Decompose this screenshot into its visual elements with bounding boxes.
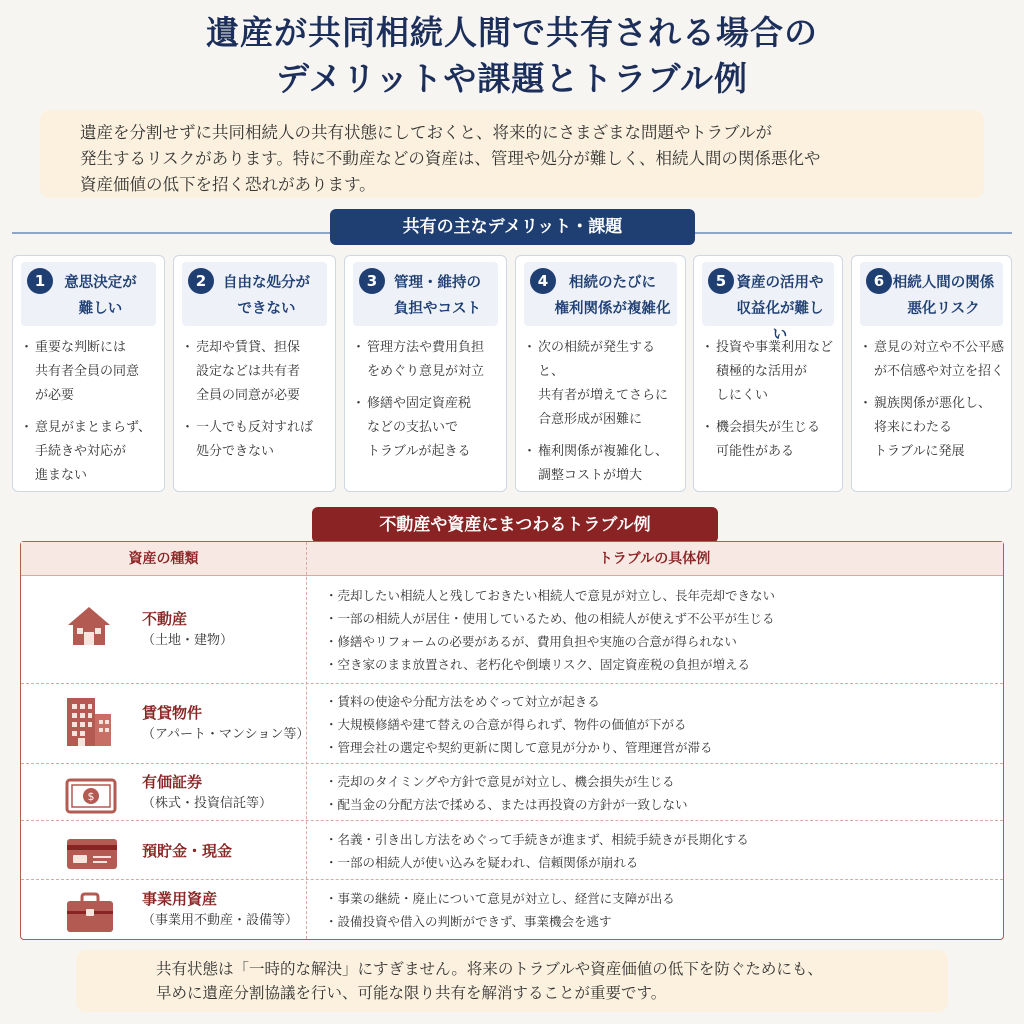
trouble-example: ・ 一部の相続人が居住・使用しているため、他の相続人が使えず不公平が生じる: [329, 607, 775, 630]
card-point: [864, 336, 1005, 384]
card-number-badge: 5: [708, 268, 734, 294]
card-body: [186, 336, 329, 472]
card-point-line: が必要: [35, 388, 75, 403]
demerit-card-5: [693, 255, 843, 492]
trouble-examples: [329, 887, 675, 933]
card-number-badge: 1: [27, 268, 53, 294]
card-title: [381, 270, 494, 322]
trouble-example: ・ 売却したい相続人と残しておきたい相続人で意見が対立し、長年売却できない: [329, 584, 775, 607]
card-point: [706, 416, 836, 464]
card-body: [864, 336, 1005, 472]
asset-subtitle: （株式・投資信託等）: [142, 795, 273, 811]
card-point-line: ・ 意見がまとまらず、: [35, 420, 151, 435]
card-point-line: 全員の同意が必要: [196, 388, 301, 403]
house-icon: [65, 604, 113, 652]
card-header: [702, 262, 834, 343]
intro-line: 発生するリスクがあります。特に不動産などの資産は、管理や処分が難しく、相続人間の関係悪化や: [80, 149, 821, 168]
asset-name: 不動産: [142, 610, 188, 628]
card-point: [357, 392, 500, 464]
card-point-line: ・ 管理方法や費用負担: [367, 340, 485, 355]
conclusion-line: 早めに遺産分割協議を行い、可能な限り共有を解消することが重要です。: [156, 984, 667, 1002]
card-point-line: トラブルが起きる: [367, 444, 471, 459]
trouble-example: ・ 大規模修繕や建て替えの合意が得られず、物件の価値が下がる: [329, 713, 713, 736]
card-header: [524, 262, 677, 326]
card-point: [25, 336, 158, 408]
demerit-card-1: [12, 255, 165, 492]
card-point: [25, 416, 158, 488]
card-point: [864, 392, 1005, 464]
card-point-line: ・ 意見の対立や不公平感: [874, 340, 1005, 355]
card-body: [357, 336, 500, 472]
card-header: [860, 262, 1003, 326]
table-row: [21, 880, 1003, 939]
card-title-line: 相続人間の関係: [892, 275, 995, 291]
intro-line: 資産価値の低下を招く恐れがあります。: [80, 175, 376, 194]
card-point-line: ・ 次の相続が発生すると、: [538, 340, 656, 379]
card-point: [528, 440, 679, 488]
card-title-line: 悪化リスク: [907, 301, 980, 317]
card-point: [186, 336, 329, 408]
trouble-example: ・ 売却のタイミングや方針で意見が対立し、機会損失が生じる: [329, 770, 688, 793]
card-point-line: などの支払いで: [367, 420, 459, 435]
card-number-badge: 3: [359, 268, 385, 294]
table-row: [21, 764, 1003, 821]
card-point: [357, 336, 500, 384]
card-title-line: 自由な処分が: [223, 275, 310, 291]
card-title-line: 相続のたびに: [569, 275, 656, 291]
trouble-example: ・ 名義・引き出し方法をめぐって手続きが進まず、相続手続きが長期化する: [329, 828, 749, 851]
card-point: [528, 336, 679, 432]
conclusion-line: 共有状態は「一時的な解決」にすぎません。将来のトラブルや資産価値の低下を防ぐためにも、: [156, 960, 823, 978]
card-point-line: をめぐり意見が対立: [367, 364, 485, 379]
trouble-example: ・ 事業の継続・廃止について意見が対立し、経営に支障が出る: [329, 887, 675, 910]
card-title: [888, 270, 999, 322]
card-title-line: 資産の活用や: [736, 275, 824, 291]
card-point-line: 可能性がある: [716, 444, 795, 459]
table-row: [21, 821, 1003, 880]
card-header: [353, 262, 498, 326]
demerit-card-2: [173, 255, 336, 492]
demerit-card-3: [344, 255, 507, 492]
card-number-badge: 6: [866, 268, 892, 294]
card-point-line: 手続きや対応が: [35, 444, 127, 459]
card-point-line: ・ 投資や事業利用など: [716, 340, 834, 355]
col-asset-header: 資産の種類: [128, 551, 199, 567]
asset-name: 預貯金・現金: [142, 841, 233, 860]
card-header: [21, 262, 156, 326]
card-title-line: 管理・維持の: [394, 275, 481, 291]
card-point-line: ・ 権利関係が複雑化し、: [538, 444, 669, 459]
card-title-line: できない: [237, 301, 296, 317]
intro-line: 遺産を分割せずに共同相続人の共有状態にしておくと、将来的にさまざまな問題やトラブルが: [80, 123, 773, 142]
demerit-card-6: [851, 255, 1012, 492]
briefcase-icon: [65, 892, 115, 938]
conclusion-box: [76, 950, 948, 1012]
card-point-line: ・ 一人でも反対すれば: [196, 420, 314, 435]
trouble-example: ・ 空き家のまま放置され、老朽化や倒壊リスク、固定資産税の負担が増える: [329, 653, 775, 676]
trouble-examples: [329, 690, 713, 759]
card-point: [706, 336, 836, 408]
bankbook-icon: [65, 835, 119, 877]
card-body: [25, 336, 158, 496]
card-point: [186, 416, 329, 464]
page-title-line2: デメリットや課題とトラブル例: [275, 59, 749, 98]
table-row: [21, 576, 1003, 684]
card-point-line: ・ 重要な判断には: [35, 340, 127, 355]
card-point-line: 進まない: [35, 468, 88, 483]
card-point-line: 将来にわたる: [874, 420, 953, 435]
card-point-line: しにくい: [716, 388, 769, 403]
troubles-heading: 不動産や資産にまつわるトラブル例: [312, 507, 718, 543]
demerits-heading: 共有の主なデメリット・課題: [330, 209, 695, 245]
asset-subtitle: （事業用不動産・設備等）: [142, 912, 299, 928]
trouble-example: ・ 管理会社の選定や契約更新に関して意見が分かり、管理運営が滞る: [329, 736, 713, 759]
card-point-line: 処分できない: [196, 444, 275, 459]
intro-box: [40, 110, 984, 198]
card-header: [182, 262, 327, 326]
card-point-line: トラブルに発展: [874, 444, 965, 459]
building-icon: [65, 696, 113, 752]
trouble-example: ・ 配当金の分配方法で揉める、または再投資の方針が一致しない: [329, 793, 688, 816]
card-point-line: ・ 親族関係が悪化し、: [874, 396, 992, 411]
card-number-badge: 2: [188, 268, 214, 294]
trouble-examples: [329, 584, 775, 676]
col-examples-header: トラブルの具体例: [598, 551, 711, 567]
card-point-line: 調整コストが増大: [538, 468, 643, 483]
asset-subtitle: （土地・建物）: [142, 633, 234, 648]
page-title-line1: 遺産が共同相続人間で共有される場合の: [206, 13, 818, 52]
card-title-line: 難しい: [78, 301, 123, 317]
banknote-icon: [65, 778, 117, 818]
trouble-table: [20, 541, 1004, 940]
page-title: [0, 10, 1024, 102]
card-point-line: ・ 修繕や固定資産税: [367, 396, 472, 411]
card-point-line: 共有者が増えてさらに: [538, 388, 669, 403]
card-body: [528, 336, 679, 496]
card-point-line: が不信感や対立を招く: [874, 364, 1005, 379]
card-point-line: 合意形成が困難に: [538, 412, 643, 427]
asset-name: 賃貸物件: [142, 704, 203, 722]
asset-name: 事業用資産: [142, 889, 218, 908]
demerit-card-4: [515, 255, 686, 492]
trouble-examples: [329, 828, 749, 874]
trouble-example: ・ 設備投資や借入の判断ができず、事業機会を逃す: [329, 910, 675, 933]
card-point-line: 設定などは共有者: [196, 364, 301, 379]
card-body: [706, 336, 836, 472]
card-point-line: ・ 機会損失が生じる: [716, 420, 821, 435]
card-title: [552, 270, 673, 322]
trouble-example: ・ 賃料の使途や分配方法をめぐって対立が起きる: [329, 690, 713, 713]
table-row: [21, 684, 1003, 764]
card-title: [49, 270, 152, 322]
trouble-example: ・ 一部の相続人が使い込みを疑われ、信頼関係が崩れる: [329, 851, 749, 874]
card-point-line: ・ 売却や賃貸、担保: [196, 340, 301, 355]
card-title-line: 負担やコスト: [394, 301, 481, 317]
asset-subtitle: （アパート・マンション等）: [142, 727, 310, 742]
trouble-example: ・ 修繕やリフォームの必要があるが、費用負担や実施の合意が得られない: [329, 630, 775, 653]
svg-text:$: $: [87, 790, 95, 803]
card-title-line: 権利関係が複雑化: [554, 301, 671, 317]
card-title: [210, 270, 323, 322]
card-title-line: 意思決定が: [64, 275, 137, 291]
card-point-line: 積極的な活用が: [716, 364, 808, 379]
asset-name: 有価証券: [142, 772, 203, 791]
trouble-examples: [329, 770, 688, 816]
card-number-badge: 4: [530, 268, 556, 294]
card-point-line: 共有者全員の同意: [35, 364, 140, 379]
table-header: [21, 542, 1003, 576]
card-title-line: 収益化が難しい: [736, 301, 824, 343]
